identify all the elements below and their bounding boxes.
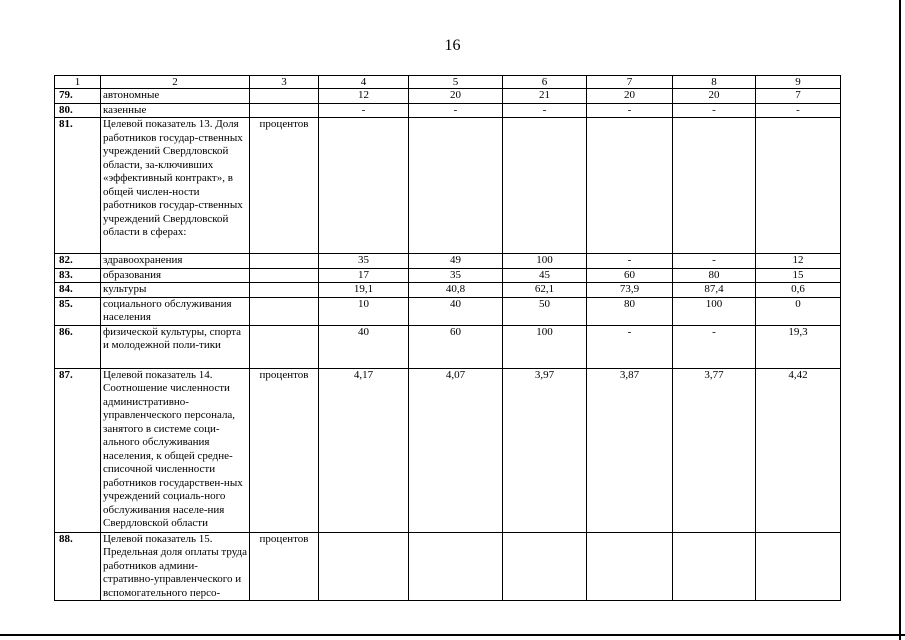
table-row (55, 89, 841, 104)
table-row (55, 325, 841, 368)
row-number: 85. (55, 297, 101, 325)
value-cell: - (319, 103, 409, 118)
row-number: 82. (55, 254, 101, 269)
value-cell: 100 (673, 297, 756, 325)
indicators-table (54, 75, 841, 601)
row-unit (250, 254, 319, 269)
row-name: Целевой показатель 14. Соотношение численности административно-управленческого персонала, занятого в системе соци-ального обслуживания населения, к общей средне-списочной численности работников государствен-ных учреждений социаль-ного обслуживания населе-ния Свердловской области (101, 368, 250, 532)
value-cell: 20 (673, 89, 756, 104)
table-row (55, 254, 841, 269)
value-cell: 40,8 (409, 283, 503, 298)
value-cell: - (409, 103, 503, 118)
value-cell: 45 (503, 268, 587, 283)
value-cell: 50 (503, 297, 587, 325)
scan-border-right (899, 0, 901, 640)
value-cell: 4,42 (756, 368, 841, 532)
row-number: 83. (55, 268, 101, 283)
value-cell: 19,3 (756, 325, 841, 368)
value-cell: 20 (587, 89, 673, 104)
value-cell: 62,1 (503, 283, 587, 298)
value-cell (319, 118, 409, 254)
row-number: 87. (55, 368, 101, 532)
value-cell (587, 532, 673, 601)
value-cell: 3,97 (503, 368, 587, 532)
row-unit (250, 283, 319, 298)
value-cell: 80 (673, 268, 756, 283)
value-cell (503, 118, 587, 254)
row-name: Целевой показатель 15. Предельная доля оплаты труда работников админи-стративно-управленческого и вспомогательного персо- (101, 532, 250, 601)
row-number: 81. (55, 118, 101, 254)
table-row (55, 118, 841, 254)
table-header-row (55, 76, 841, 89)
page-number: 16 (444, 37, 461, 54)
row-unit: процентов (250, 532, 319, 601)
value-cell: 15 (756, 268, 841, 283)
value-cell (756, 532, 841, 601)
value-cell: 7 (756, 89, 841, 104)
value-cell: 73,9 (587, 283, 673, 298)
header-cell: 1 (55, 76, 101, 89)
header-cell: 4 (319, 76, 409, 89)
value-cell: 0,6 (756, 283, 841, 298)
table-row (55, 297, 841, 325)
value-cell: 100 (503, 325, 587, 368)
value-cell: 4,17 (319, 368, 409, 532)
value-cell: 87,4 (673, 283, 756, 298)
row-number: 79. (55, 89, 101, 104)
value-cell: - (587, 103, 673, 118)
value-cell: 100 (503, 254, 587, 269)
value-cell: 17 (319, 268, 409, 283)
value-cell: - (587, 254, 673, 269)
value-cell: 19,1 (319, 283, 409, 298)
value-cell: 12 (319, 89, 409, 104)
row-name: социального обслуживания населения (101, 297, 250, 325)
value-cell: 21 (503, 89, 587, 104)
header-cell: 9 (756, 76, 841, 89)
row-unit (250, 89, 319, 104)
value-cell: 40 (409, 297, 503, 325)
row-number: 80. (55, 103, 101, 118)
value-cell: 40 (319, 325, 409, 368)
row-number: 88. (55, 532, 101, 601)
row-unit (250, 325, 319, 368)
value-cell: 35 (319, 254, 409, 269)
value-cell: 12 (756, 254, 841, 269)
row-name: автономные (101, 89, 250, 104)
value-cell (673, 118, 756, 254)
value-cell (503, 532, 587, 601)
row-name: Целевой показатель 13. Доля работников государ-ственных учреждений Свердловской области, за-ключивших «эффективный контракт», в общей числен-ности работников государ-ственных учреждений Свердловской области в сферах: (101, 118, 250, 254)
row-name: физической культуры, спорта и молодежной поли-тики (101, 325, 250, 368)
value-cell: 60 (409, 325, 503, 368)
row-unit: процентов (250, 118, 319, 254)
value-cell: 60 (587, 268, 673, 283)
row-unit (250, 103, 319, 118)
value-cell: - (673, 254, 756, 269)
row-unit (250, 297, 319, 325)
table-row (55, 532, 841, 601)
value-cell (587, 118, 673, 254)
value-cell: - (673, 103, 756, 118)
table-row (55, 368, 841, 532)
table-row (55, 283, 841, 298)
value-cell: 35 (409, 268, 503, 283)
value-cell: 10 (319, 297, 409, 325)
scan-border-bottom (0, 634, 905, 636)
header-cell: 8 (673, 76, 756, 89)
header-cell: 7 (587, 76, 673, 89)
row-name: культуры (101, 283, 250, 298)
value-cell: - (503, 103, 587, 118)
header-cell: 5 (409, 76, 503, 89)
header-cell: 2 (101, 76, 250, 89)
row-name: образования (101, 268, 250, 283)
value-cell: - (756, 103, 841, 118)
value-cell: 20 (409, 89, 503, 104)
value-cell (409, 118, 503, 254)
header-cell: 3 (250, 76, 319, 89)
value-cell (409, 532, 503, 601)
value-cell: 3,77 (673, 368, 756, 532)
value-cell: 4,07 (409, 368, 503, 532)
header-cell: 6 (503, 76, 587, 89)
row-name: казенные (101, 103, 250, 118)
table-row (55, 268, 841, 283)
value-cell: 3,87 (587, 368, 673, 532)
value-cell (319, 532, 409, 601)
row-unit: процентов (250, 368, 319, 532)
value-cell: - (673, 325, 756, 368)
value-cell (673, 532, 756, 601)
row-unit (250, 268, 319, 283)
value-cell: 0 (756, 297, 841, 325)
value-cell (756, 118, 841, 254)
row-name: здравоохранения (101, 254, 250, 269)
value-cell: - (587, 325, 673, 368)
table-row (55, 103, 841, 118)
row-number: 86. (55, 325, 101, 368)
value-cell: 49 (409, 254, 503, 269)
value-cell: 80 (587, 297, 673, 325)
row-number: 84. (55, 283, 101, 298)
